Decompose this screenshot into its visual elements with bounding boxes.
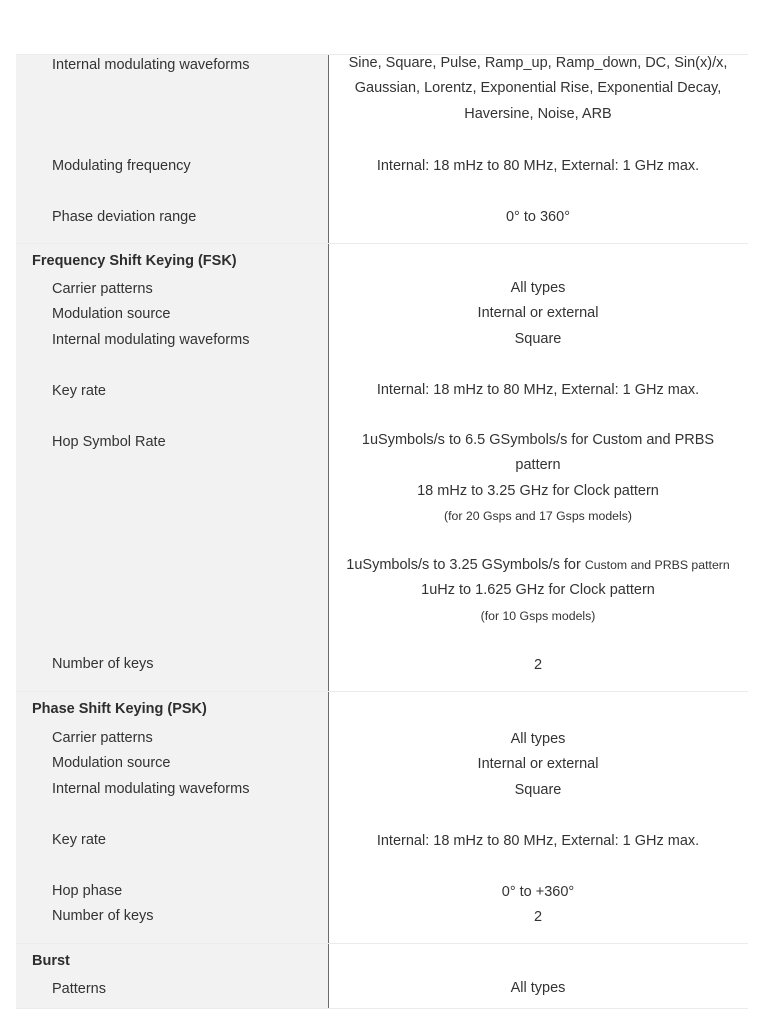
value-line [336, 553, 740, 578]
pm-waveforms-value [336, 51, 740, 127]
fsk-modulation-source-value: Internal or external [477, 305, 599, 321]
psk-key-rate-value: Internal: 18 mHz to 80 MHz, External: 1 GHz max. [376, 833, 700, 849]
psk-number-of-keys-label: Number of keys [52, 908, 154, 924]
psk-waveforms-value: Square [514, 782, 562, 798]
psk-waveforms-label: Internal modulating waveforms [52, 781, 250, 797]
label-column-background [16, 54, 329, 1009]
pm-modulating-frequency-value: Internal: 18 mHz to 80 MHz, External: 1 GHz max. [376, 158, 700, 174]
psk-key-rate-label: Key rate [52, 832, 106, 848]
fsk-waveforms-label: Internal modulating waveforms [52, 332, 250, 348]
fsk-carrier-patterns-label: Carrier patterns [52, 281, 153, 297]
fsk-hop-symbol-rate-label: Hop Symbol Rate [52, 434, 166, 450]
value-line: Haversine, Noise, ARB [464, 105, 612, 122]
fsk-section-title: Frequency Shift Keying (FSK) [32, 253, 237, 269]
value-line: Sine, Square, Pulse, Ramp_up, Ramp_down, DC, Sin(x)/x, [348, 55, 728, 71]
psk-hop-phase-label: Hop phase [52, 883, 123, 899]
fsk-hop-symbol-rate-value-20g [336, 428, 740, 530]
burst-section-title: Burst [32, 953, 70, 969]
row-divider [16, 1008, 748, 1009]
fsk-number-of-keys-label: Number of keys [52, 656, 154, 672]
fsk-modulation-source-label: Modulation source [52, 306, 171, 322]
fsk-hop-symbol-rate-value-10g [336, 553, 740, 629]
fsk-number-of-keys-value: 2 [533, 657, 543, 673]
row-divider [16, 943, 748, 944]
psk-carrier-patterns-label: Carrier patterns [52, 730, 153, 746]
fsk-carrier-patterns-value: All types [510, 280, 566, 296]
value-line: 18 mHz to 3.25 GHz for Clock pattern [417, 482, 659, 499]
psk-hop-phase-value: 0° to +360° [501, 884, 575, 900]
row-divider [16, 243, 748, 244]
value-line: 1uHz to 1.625 GHz for Clock pattern [421, 582, 655, 599]
fsk-waveforms-value: Square [514, 331, 562, 347]
value-line: Gaussian, Lorentz, Exponential Rise, Exponential Decay, [354, 80, 722, 97]
psk-section-title: Phase Shift Keying (PSK) [32, 701, 207, 717]
burst-patterns-label: Patterns [52, 981, 106, 997]
psk-number-of-keys-value: 2 [533, 909, 543, 925]
value-line: pattern [515, 457, 561, 474]
psk-modulation-source-value: Internal or external [477, 756, 599, 772]
pm-phase-deviation-value: 0° to 360° [505, 209, 570, 225]
value-line: 1uSymbols/s to 6.5 GSymbols/s for Custom and PRBS [361, 432, 715, 448]
value-text-small: Custom and PRBS pattern [584, 558, 730, 572]
fsk-key-rate-value: Internal: 18 mHz to 80 MHz, External: 1 GHz max. [376, 382, 700, 398]
burst-patterns-value: All types [510, 980, 566, 996]
psk-carrier-patterns-value: All types [510, 731, 566, 747]
pm-modulating-frequency-label: Modulating frequency [52, 158, 191, 174]
row-divider [16, 691, 748, 692]
spec-table [16, 54, 748, 1009]
pm-phase-deviation-label: Phase deviation range [52, 209, 197, 225]
model-note: (for 10 Gsps models) [480, 608, 596, 623]
fsk-key-rate-label: Key rate [52, 383, 106, 399]
value-text: 1uSymbols/s to 3.25 GSymbols/s for [346, 557, 585, 573]
pm-waveforms-label: Internal modulating waveforms [52, 57, 250, 73]
model-note: (for 20 Gsps and 17 Gsps models) [444, 509, 632, 524]
psk-modulation-source-label: Modulation source [52, 755, 171, 771]
